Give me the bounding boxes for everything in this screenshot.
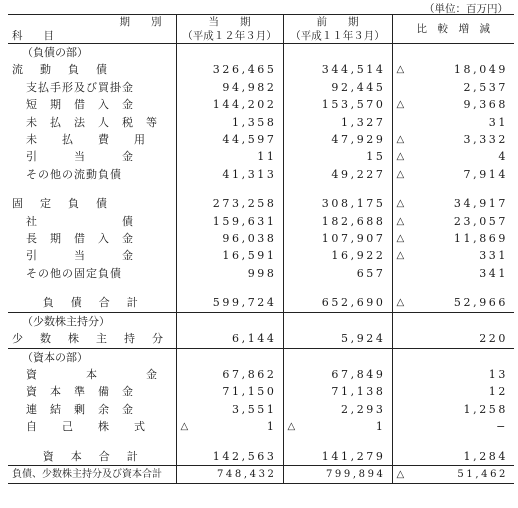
prior-value [283, 448, 392, 466]
table-row [8, 436, 514, 448]
prior-value-text: 182,688 [321, 214, 386, 228]
table-row [8, 247, 514, 264]
difference-text: 18,049 [453, 63, 508, 77]
table-row [8, 166, 514, 183]
decrease-marker: △ [180, 421, 189, 433]
difference-text: 1,284 [463, 449, 508, 463]
difference-value [392, 44, 514, 62]
current-value [176, 183, 283, 195]
prior-value-text: 1 [375, 420, 386, 434]
table-row [8, 366, 514, 383]
difference-value [392, 436, 514, 448]
current-period-header: 当 期 [176, 15, 283, 30]
period-header: 期 別 [119, 16, 162, 28]
current-value [176, 131, 283, 148]
prior-value [283, 330, 392, 348]
prior-value [283, 282, 392, 294]
prior-value-text: 47,929 [331, 133, 386, 147]
prior-value-text: 2,293 [341, 402, 386, 416]
table-row [8, 230, 514, 247]
difference-value [392, 61, 514, 78]
difference-value [392, 448, 514, 466]
row-label: 支払手形及び買掛金 [26, 80, 134, 94]
decrease-marker: △ [396, 215, 405, 227]
table-row [8, 213, 514, 230]
difference-text: 9,368 [463, 98, 508, 112]
decrease-marker: △ [396, 134, 405, 146]
unit-label: （単位：百万円） [424, 3, 508, 15]
table-row [8, 348, 514, 366]
row-label: 自 己 株 式 [26, 420, 146, 434]
difference-value [392, 79, 514, 96]
current-value-text: 16,591 [222, 249, 277, 263]
table-row [8, 79, 514, 96]
current-value [176, 195, 283, 212]
prior-value [283, 213, 392, 230]
current-value [176, 330, 283, 348]
prior-value [283, 436, 392, 448]
prior-value [283, 61, 392, 78]
current-value [176, 213, 283, 230]
row-label: 長 期 借 入 金 [26, 232, 134, 246]
difference-value [392, 230, 514, 247]
row-label: 少 数 株 主 持 分 [12, 332, 166, 346]
difference-value [392, 294, 514, 312]
prior-value [283, 96, 392, 113]
prior-value [283, 348, 392, 366]
difference-value [392, 383, 514, 400]
prior-value [283, 366, 392, 383]
table-row [8, 418, 514, 435]
current-value [176, 436, 283, 448]
row-label: 負債、少数株主持分及び資本合計 [8, 465, 176, 483]
row-label: 資 本 合 計 [42, 449, 141, 463]
difference-value [392, 265, 514, 282]
row-label: （少数株主持分） [8, 312, 176, 330]
current-value [176, 366, 283, 383]
current-value-text: 998 [247, 266, 277, 280]
current-period-date: （平成１２年３月） [176, 29, 283, 44]
current-value-text: 273,258 [212, 197, 277, 211]
current-value-text: 142,563 [212, 449, 277, 463]
decrease-marker: △ [396, 64, 405, 76]
difference-text: − [496, 420, 508, 434]
row-label [8, 282, 176, 294]
difference-text: 4 [498, 150, 508, 164]
prior-value [283, 166, 392, 183]
table-row [8, 148, 514, 165]
current-value-text: 11 [257, 150, 277, 164]
current-value [176, 294, 283, 312]
row-label: 連 結 剰 余 金 [26, 402, 134, 416]
current-value-text: 159,631 [212, 214, 277, 228]
current-value-text: 1,358 [232, 115, 277, 129]
current-value [176, 230, 283, 247]
row-label: 社 債 [26, 214, 134, 228]
prior-value-text: 153,570 [321, 98, 386, 112]
row-label: （負債の部） [22, 46, 88, 59]
subject-header: 科 目 [8, 29, 176, 44]
current-value-text: 94,982 [222, 80, 277, 94]
prior-value-text: 344,514 [321, 63, 386, 77]
row-label: 引 当 金 [26, 249, 134, 263]
current-value-text: 3,551 [232, 402, 277, 416]
difference-header: 比 較 増 減 [392, 15, 514, 44]
prior-value [283, 183, 392, 195]
current-value [176, 79, 283, 96]
prior-value-text: 5,924 [341, 332, 386, 346]
table-row [8, 61, 514, 78]
current-value-text: 1 [266, 420, 277, 434]
difference-value [392, 96, 514, 113]
prior-value-text: 308,175 [321, 197, 386, 211]
current-value [176, 247, 283, 264]
difference-value [392, 247, 514, 264]
table-row [8, 448, 514, 466]
prior-period-header: 前 期 [283, 15, 392, 30]
prior-value [283, 195, 392, 212]
difference-text: 2,537 [463, 80, 508, 94]
current-value [176, 114, 283, 131]
prior-value-text: 107,907 [321, 232, 386, 246]
difference-value [392, 183, 514, 195]
prior-value [283, 383, 392, 400]
prior-value-text: 15 [366, 150, 386, 164]
difference-value [392, 465, 514, 483]
difference-text: 1,258 [463, 402, 508, 416]
prior-value [283, 230, 392, 247]
decrease-marker: △ [396, 99, 405, 111]
row-label [8, 183, 176, 195]
table-row [8, 265, 514, 282]
prior-value-text: 657 [356, 266, 386, 280]
decrease-marker: △ [396, 168, 405, 180]
table-row [8, 131, 514, 148]
prior-value-text: 16,922 [331, 249, 386, 263]
row-label: 引 当 金 [26, 150, 134, 164]
difference-text: 34,917 [453, 197, 508, 211]
difference-value [392, 330, 514, 348]
prior-value [283, 44, 392, 62]
decrease-marker: △ [396, 233, 405, 245]
difference-text: 31 [488, 115, 508, 129]
header-row-1 [8, 15, 514, 30]
prior-value-text: 49,227 [331, 167, 386, 181]
table-row [8, 294, 514, 312]
prior-value [283, 294, 392, 312]
prior-value-text: 799,894 [325, 468, 386, 480]
table-row [8, 114, 514, 131]
current-value [176, 465, 283, 483]
row-label: （資本の部） [8, 348, 176, 366]
decrease-marker: △ [396, 468, 405, 480]
difference-text: 13 [488, 367, 508, 381]
current-value-text: 144,202 [212, 98, 277, 112]
prior-value [283, 465, 392, 483]
prior-value-text: 1,327 [341, 115, 386, 129]
row-label: その他の流動負債 [26, 167, 122, 181]
prior-value-text: 71,138 [331, 385, 386, 399]
current-value-text: 748,432 [216, 468, 277, 480]
row-label: 未 払 法 人 税 等 [26, 115, 158, 129]
prior-value [283, 312, 392, 330]
difference-value [392, 166, 514, 183]
prior-value [283, 148, 392, 165]
decrease-marker: △ [396, 250, 405, 262]
current-value-text: 44,597 [222, 133, 277, 147]
current-value [176, 418, 283, 435]
row-label: 資 本 金 [26, 367, 158, 381]
current-value [176, 448, 283, 466]
difference-value [392, 282, 514, 294]
prior-value [283, 401, 392, 418]
decrease-marker: △ [396, 151, 405, 163]
difference-text: 23,057 [453, 214, 508, 228]
table-row [8, 44, 514, 62]
table-row [8, 401, 514, 418]
current-value-text: 326,465 [212, 63, 277, 77]
difference-value [392, 131, 514, 148]
row-label: 流 動 負 債 [12, 63, 110, 77]
current-value [176, 312, 283, 330]
difference-text: 220 [479, 332, 508, 346]
table-row [8, 330, 514, 348]
prior-value-text: 141,279 [321, 449, 386, 463]
current-value-text: 67,862 [222, 367, 277, 381]
current-value-text: 41,313 [222, 167, 277, 181]
current-value [176, 282, 283, 294]
prior-value [283, 131, 392, 148]
difference-value [392, 348, 514, 366]
current-value [176, 166, 283, 183]
difference-value [392, 312, 514, 330]
difference-value [392, 195, 514, 212]
consolidated-liabilities-table [8, 14, 514, 484]
current-value [176, 383, 283, 400]
current-value-text: 71,150 [222, 385, 277, 399]
difference-text: 341 [479, 266, 508, 280]
current-value [176, 148, 283, 165]
table-row [8, 465, 514, 483]
difference-text: 51,462 [457, 468, 508, 480]
decrease-marker: △ [396, 297, 405, 309]
table-row [8, 96, 514, 113]
current-value [176, 96, 283, 113]
prior-value [283, 418, 392, 435]
difference-text: 11,869 [453, 232, 508, 246]
difference-value [392, 114, 514, 131]
difference-text: 331 [479, 249, 508, 263]
table-row [8, 183, 514, 195]
difference-value [392, 366, 514, 383]
difference-value [392, 148, 514, 165]
table-row [8, 195, 514, 212]
row-label: 未 払 費 用 [26, 133, 146, 147]
current-value-text: 96,038 [222, 232, 277, 246]
table-row [8, 312, 514, 330]
row-label: 資 本 準 備 金 [26, 385, 134, 399]
current-value-text: 599,724 [212, 296, 277, 310]
current-value [176, 265, 283, 282]
current-value [176, 61, 283, 78]
table-row [8, 282, 514, 294]
row-label: 負 債 合 計 [42, 296, 141, 310]
decrease-marker: △ [287, 421, 296, 433]
row-label: 短 期 借 入 金 [26, 98, 134, 112]
prior-value [283, 265, 392, 282]
row-label: 固 定 負 債 [12, 197, 110, 211]
prior-value [283, 114, 392, 131]
decrease-marker: △ [396, 198, 405, 210]
current-value [176, 348, 283, 366]
current-value [176, 44, 283, 62]
prior-value [283, 247, 392, 264]
difference-value [392, 213, 514, 230]
prior-value [283, 79, 392, 96]
row-label [8, 436, 176, 448]
difference-value [392, 418, 514, 435]
difference-text: 12 [488, 385, 508, 399]
row-label: その他の固定負債 [26, 266, 122, 280]
difference-text: 3,332 [463, 133, 508, 147]
prior-value-text: 92,445 [331, 80, 386, 94]
difference-value [392, 401, 514, 418]
table-row [8, 383, 514, 400]
current-value-text: 6,144 [232, 332, 277, 346]
difference-text: 7,914 [463, 167, 508, 181]
current-value [176, 401, 283, 418]
difference-text: 52,966 [453, 296, 508, 310]
prior-period-date: （平成１１年３月） [283, 29, 392, 44]
prior-value-text: 67,849 [331, 367, 386, 381]
prior-value-text: 652,690 [321, 296, 386, 310]
